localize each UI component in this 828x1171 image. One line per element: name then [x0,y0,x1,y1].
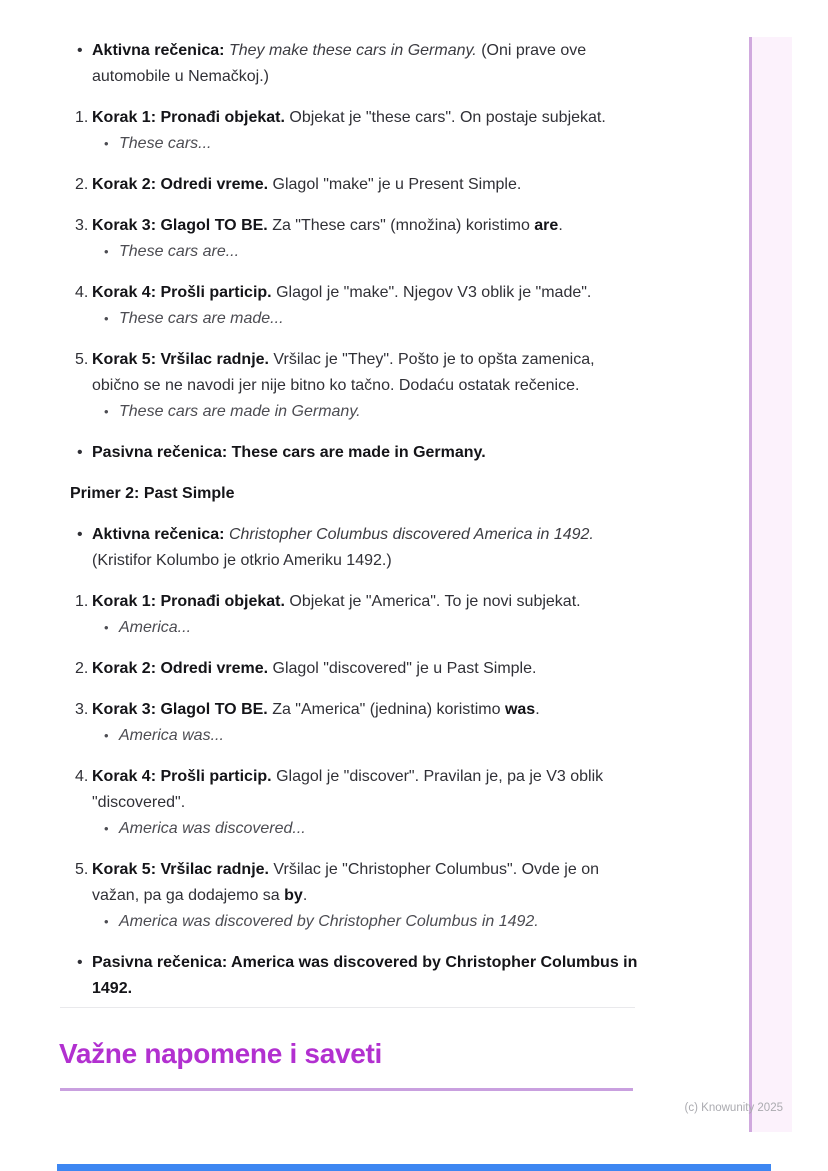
bullet-marker-icon: • [77,954,83,971]
text-segment: Vršilac je "Christopher Columbus". Ovde je on važan, pa ga dodajemo sa [92,861,599,904]
list-item-text [92,280,638,306]
sub-bullet-text: America... [119,619,192,636]
text-segment: . [535,701,540,718]
list-item-row [60,347,638,399]
sub-bullet-marker-icon: • [104,728,109,743]
text-segment: was [504,701,536,718]
list-number: 5. [75,351,89,368]
list-item-row [60,950,638,1002]
paragraph [70,481,638,507]
page-side-strip [749,37,792,1132]
sub-bullet-item [104,816,638,842]
list-item-row [60,697,638,723]
section-divider [60,1007,635,1008]
list-item-row [60,857,638,909]
list-item-row [60,764,638,816]
text-segment: Objekat je "these cars". On postaje subjekat. [289,109,606,126]
text-segment: Korak 3: Glagol TO BE. [92,217,273,234]
list-item-row [60,280,638,306]
text-segment: Korak 1: Pronađi objekat. [92,593,290,610]
numbered-list-item [60,213,638,265]
next-page-bar [57,1164,771,1171]
text-segment: (Oni prave ove automobile u Nemačkoj.) [92,42,587,85]
sub-bullet-text: These cars are made... [119,310,284,327]
text-segment: Za "America" (jednina) koristimo [272,701,505,718]
text-segment: Aktivna rečenica: [92,526,229,543]
text-segment: Korak 1: Pronađi objekat. [92,109,290,126]
list-item-row [60,213,638,239]
list-item-row [60,522,638,574]
sub-bullet-marker-icon: • [104,404,109,419]
text-segment: Vršilac je "They". Pošto je to opšta zamenica, obično se ne navodi jer nije bitno ko tačno. Dodaću ostatak rečenice. [92,351,595,394]
text-segment: . [558,217,563,234]
list-item-row [60,172,638,198]
text-segment: are [534,217,559,234]
sub-bullet-item [104,723,638,749]
copyright-notice: (c) Knowunity 2025 [684,1102,783,1114]
sub-bullet-item [104,615,638,641]
sub-bullet-marker-icon: • [104,311,109,326]
text-segment: Objekat je "America". To je novi subjekat. [289,593,581,610]
list-number: 5. [75,861,89,878]
list-number: 2. [75,660,89,677]
bullet-marker-icon: • [77,42,83,59]
sub-bullet-item [104,306,638,332]
list-item-row [60,38,638,90]
sub-bullet-item [104,131,638,157]
list-item-row [60,105,638,131]
sub-bullet-text: America was discovered... [119,820,306,837]
list-item-text [92,656,638,682]
section-heading: Važne napomene i saveti [59,1038,383,1069]
numbered-list-item [60,656,638,682]
text-segment: Glagol je "make". Njegov V3 oblik je "made". [276,284,592,301]
sub-bullet-text: These cars are... [119,243,240,260]
text-segment: Glagol je "discover". Pravilan je, pa je V3 oblik "discovered". [92,768,604,811]
sub-bullet-text: America was discovered by Christopher Columbus in 1492. [119,913,539,930]
text-segment: Korak 3: Glagol TO BE. [92,701,273,718]
list-number: 4. [75,768,89,785]
bullet-list-item [60,950,638,1002]
text-segment: . [302,887,308,904]
text-segment: Pasivna rečenica: America was discovered by Christopher Columbus in 1492. [92,954,638,997]
numbered-list-item [60,347,638,425]
list-item-text [92,589,638,615]
numbered-list-item [60,589,638,641]
list-item-row [60,589,638,615]
numbered-list-item [60,697,638,749]
list-item-text [92,522,638,574]
text-segment: Korak 5: Vršilac radnje. [92,351,274,368]
sub-bullet-text: America was... [119,727,224,744]
bullet-marker-icon: • [77,526,83,543]
text-segment: Aktivna rečenica: [92,42,229,59]
sub-bullet-marker-icon: • [104,136,109,151]
list-item-row [60,440,638,466]
text-segment: Korak 5: Vršilac radnje. [92,861,274,878]
text-segment: Korak 2: Odredi vreme. [92,660,273,677]
list-item-text [92,697,638,723]
text-segment: Pasivna rečenica: These cars are made in Germany. [92,444,486,461]
text-segment: by [284,887,303,904]
list-item-text [92,764,638,816]
list-item-text [92,347,638,399]
numbered-list-item [60,280,638,332]
sub-bullet-marker-icon: • [104,914,109,929]
list-item-text [92,440,638,466]
text-segment: Korak 4: Prošli particip. [92,284,277,301]
sub-bullet-marker-icon: • [104,821,109,836]
text-segment: (Kristifor Kolumbo je otkrio Ameriku 1492.) [92,552,392,569]
list-number: 1. [75,109,89,126]
bullet-list-item [60,440,638,466]
heading-underline [60,1088,633,1091]
list-item-row [60,656,638,682]
list-number: 3. [75,701,89,718]
sub-bullet-item [104,239,638,265]
text-segment: Christopher Columbus discovered America in 1492. [228,526,594,543]
numbered-list-item [60,172,638,198]
text-segment: Glagol "discovered" je u Past Simple. [272,660,537,677]
sub-bullet-item [104,909,638,935]
list-item-text [92,857,638,909]
text-segment: Za "These cars" (množina) koristimo [272,217,535,234]
sub-bullet-marker-icon: • [104,244,109,259]
text-segment: Korak 4: Prošli particip. [92,768,277,785]
text-segment: They make these cars in Germany. [228,42,477,59]
list-item-text [92,213,638,239]
numbered-list-item [60,105,638,157]
numbered-list-item [60,764,638,842]
bullet-list-item [60,522,638,574]
list-number: 2. [75,176,89,193]
list-item-text [92,950,638,1002]
numbered-list-item [60,857,638,935]
list-item-text [92,38,638,90]
list-number: 1. [75,593,89,610]
sub-bullet-item [104,399,638,425]
sub-bullet-text: These cars are made in Germany. [119,403,361,420]
content-blocks [60,38,638,1017]
list-item-text [92,172,638,198]
list-number: 4. [75,284,89,301]
sub-bullet-text: These cars... [119,135,212,152]
text-segment: Korak 2: Odredi vreme. [92,176,273,193]
text-segment: Glagol "make" je u Present Simple. [272,176,522,193]
bullet-list-item [60,38,638,90]
list-number: 3. [75,217,89,234]
sub-bullet-marker-icon: • [104,620,109,635]
list-item-text [92,105,638,131]
bullet-marker-icon: • [77,444,83,461]
text-segment: Primer 2: Past Simple [70,485,235,502]
